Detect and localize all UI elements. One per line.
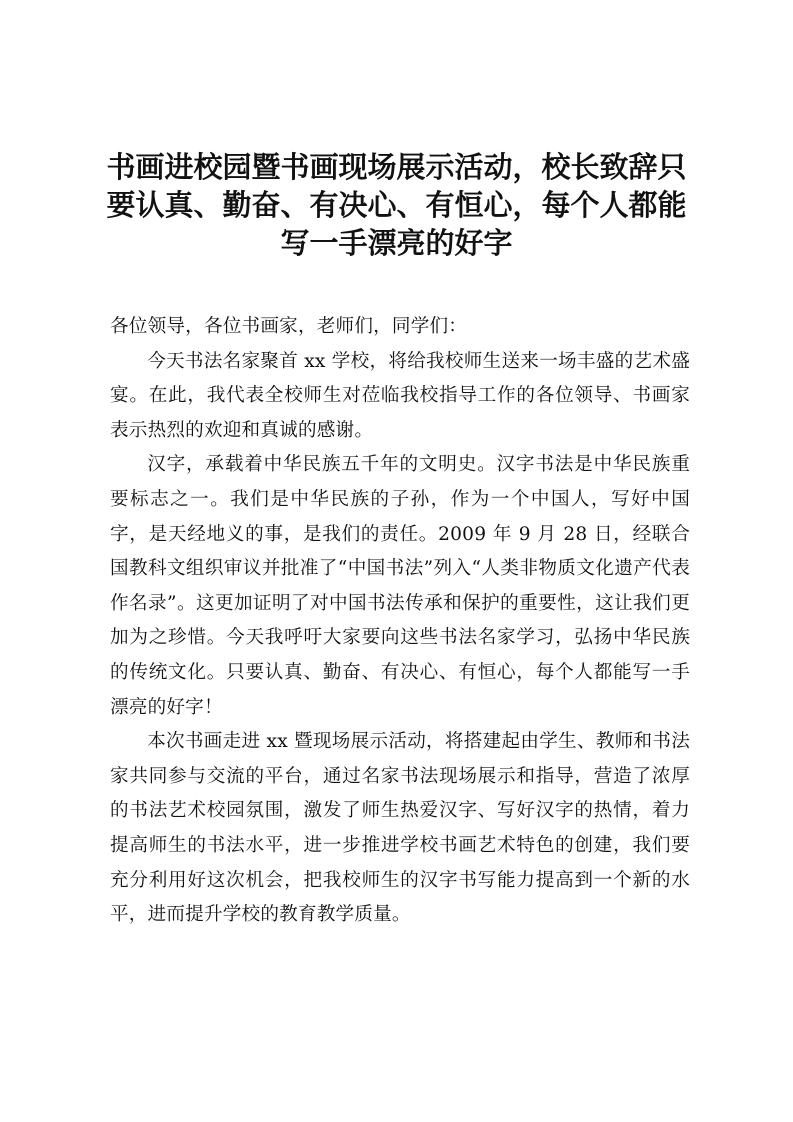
salutation: 各位领导，各位书画家，老师们，同学们： xyxy=(110,316,468,337)
paragraph-1: 今天书法名家聚首 xx 学校，将给我校师生送来一场丰盛的艺术盛宴。在此，我代表全校师生对莅临我校指导工作的各位领导、书画家表示热烈的欢迎和真诚的感谢。 xyxy=(110,350,690,441)
document-body xyxy=(110,310,690,933)
paragraph-2: 汉字，承载着中华民族五千年的文明史。汉字书法是中华民族重要标志之一。我们是中华民族的子孙，作为一个中国人，写好中国字，是天经地义的事，是我们的责任。2009 年 9 月 28 日，经联合国教科文组织审议并批准了“中国书法”列入“人类非物质文化遗产代表作名录”。这更加证明了对中国书法传承和保护的重要性，这让我们更加为之珍惜。今天我呼吁大家要向这些书法名家学习，弘扬中华民族的传统文化。只要认真、勤奋、有决心、有恒心，每个人都能写一手漂亮的好字！ xyxy=(110,454,690,718)
paragraph-3: 本次书画走进 xx 暨现场展示活动，将搭建起由学生、教师和书法家共同参与交流的平台，通过名家书法现场展示和指导，营造了浓厚的书法艺术校园氛围，激发了师生热爱汉字、写好汉字的热情，着力提高师生的书法水平，进一步推进学校书画艺术特色的创建，我们要充分利用好这次机会，把我校师生的汉字书写能力提高到一个新的水平，进而提升学校的教育教学质量。 xyxy=(110,731,690,926)
document-title: 书画进校园暨书画现场展示活动，校长致辞只要认真、勤奋、有决心、有恒心，每个人都能写一手漂亮的好字 xyxy=(106,150,687,260)
